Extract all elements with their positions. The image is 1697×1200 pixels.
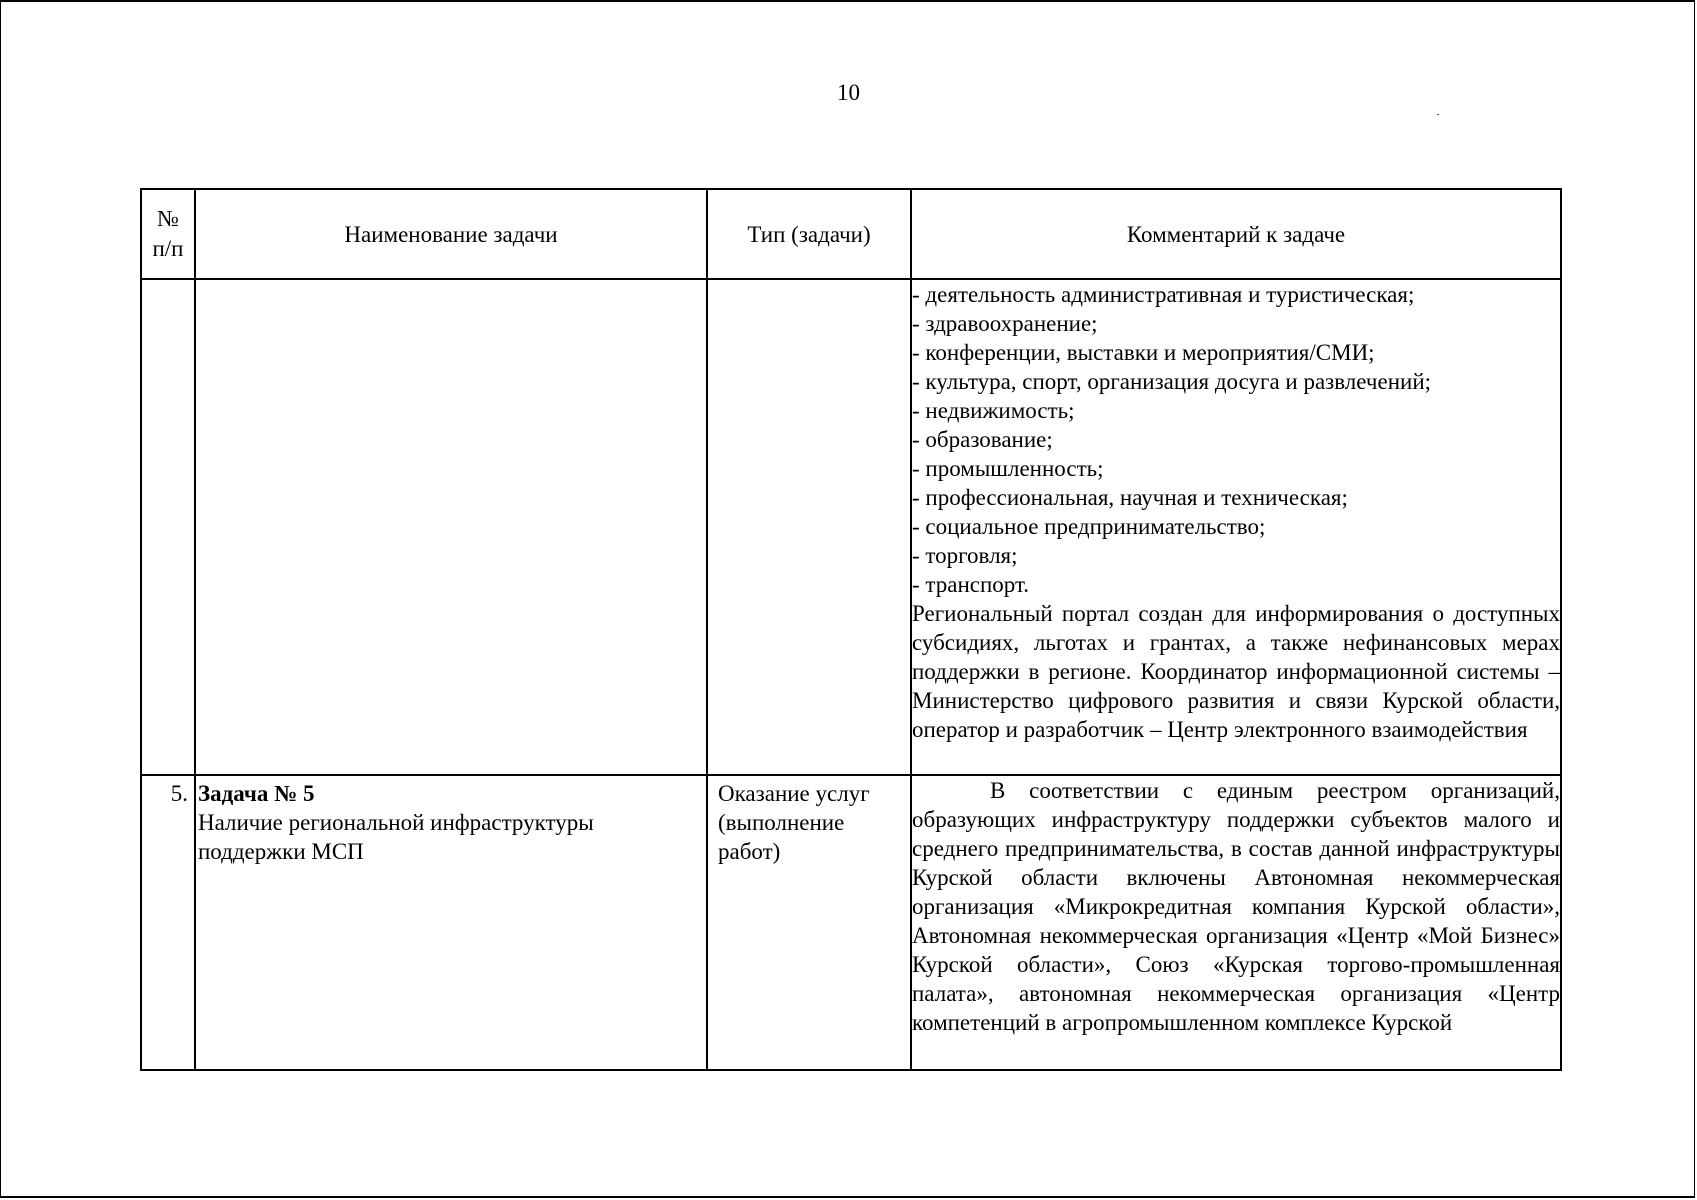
scan-dot: [1437, 114, 1439, 115]
header-comment: Комментарий к задаче: [911, 189, 1561, 279]
portal-paragraph: Региональный портал создан для информирования о доступных субсидиях, льготах и грантах, а также нефинансовых мерах поддержки в регионе. Координатор информационной системы – Министерство цифрового развития и связи Курской области, оператор и разработчик – Центр электронного взаимодействия: [912, 601, 1560, 742]
list-item: - образование;: [912, 427, 1053, 452]
cell-comment: [911, 775, 1561, 1070]
list-item: - социальное предпринимательство;: [912, 514, 1266, 539]
page-number: 10: [837, 80, 860, 105]
cell-name-empty: [195, 279, 707, 775]
list-item: - культура, спорт, организация досуга и развлечений;: [912, 369, 1432, 394]
header-num-symbol: №: [157, 206, 179, 231]
list-item: - деятельность административная и туристическая;: [912, 282, 1415, 307]
list-item: - транспорт.: [912, 572, 1030, 597]
cell-task-type: Оказание услуг (выполнение работ): [707, 775, 911, 1070]
header-num: [141, 189, 195, 279]
cell-num: 5.: [141, 775, 195, 1070]
cell-task-name: [195, 775, 707, 1070]
table-header-row: [141, 189, 1561, 279]
list-item: - конференции, выставки и мероприятия/СМИ;: [912, 340, 1375, 365]
table-row-continuation: [141, 279, 1561, 775]
cell-num-empty: [141, 279, 195, 775]
list-item: - здравоохранение;: [912, 311, 1098, 336]
task-comment: В соответствии с единым реестром организаций, образующих инфраструктуру поддержки субъектов малого и среднего предпринимательства, в состав данной инфраструктуры Курской области включены Автономная некоммерческая организация «Микрокредитная компания Курской области», Автономная некоммерческая организация «Центр «Мой Бизнес» Курской области», Союз «Курская торгово-промышленная палата», автономная некоммерческая организация «Центр компетенций в агропромышленном комплексе Курской: [912, 778, 1560, 1035]
list-item: - торговля;: [912, 543, 1018, 568]
list-item: - промышленность;: [912, 456, 1104, 481]
task-name: Наличие региональной инфраструктуры поддержки МСП: [198, 810, 594, 864]
cell-type-empty: [707, 279, 911, 775]
header-name: Наименование задачи: [195, 189, 707, 279]
task-title: Задача № 5: [198, 781, 315, 806]
header-type: Тип (задачи): [707, 189, 911, 279]
cell-comment-continuation: [911, 279, 1561, 775]
list-item: - профессиональная, научная и техническая;: [912, 485, 1348, 510]
header-num-sub: п/п: [152, 236, 184, 261]
tasks-table: [140, 188, 1562, 1071]
table-row-task-5: [141, 775, 1561, 1070]
list-item: - недвижимость;: [912, 398, 1075, 423]
